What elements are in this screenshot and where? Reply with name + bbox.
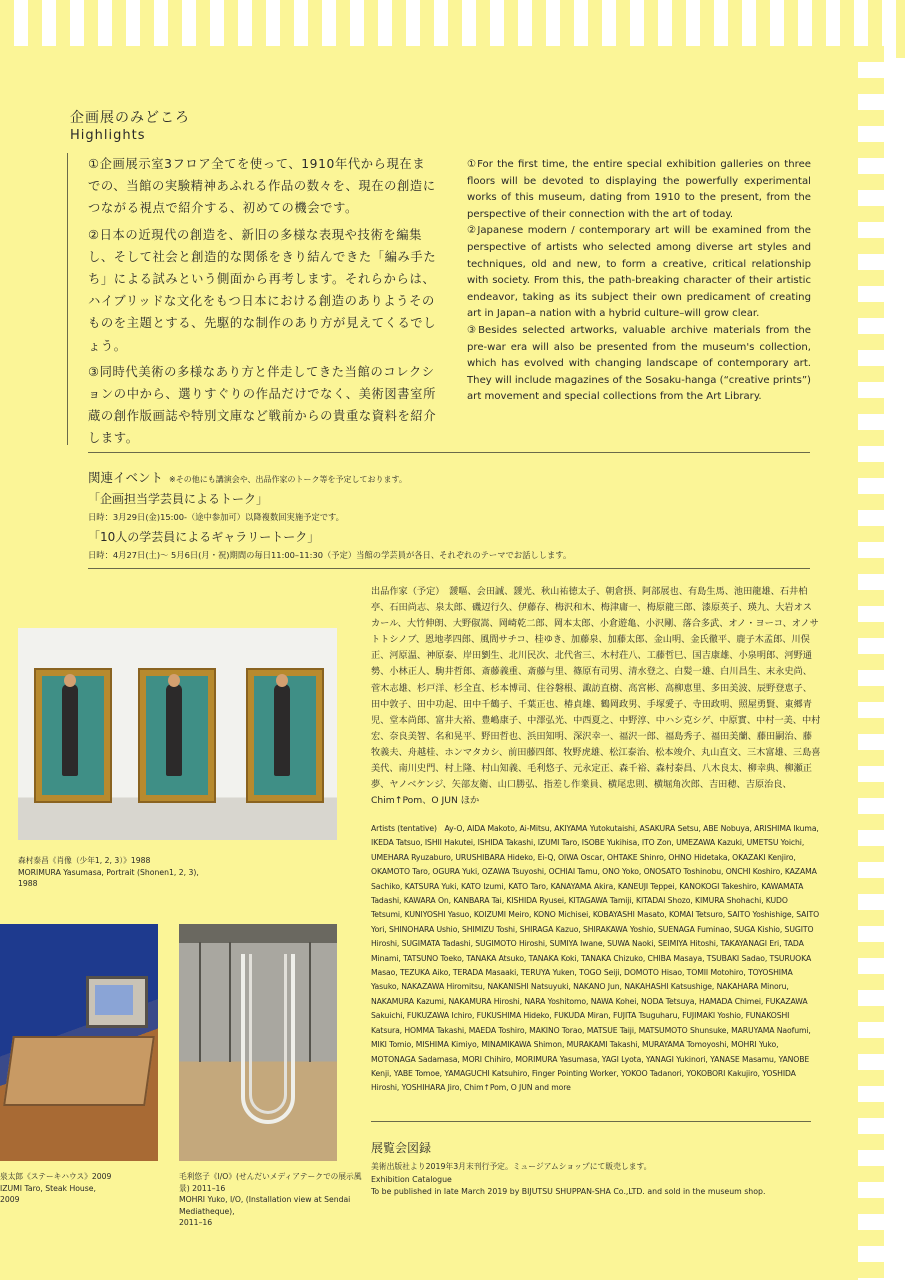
catalogue-text — [371, 1161, 821, 1199]
highlights-en-column — [467, 157, 811, 406]
artwork-photo-mohri — [179, 924, 337, 1161]
event-2-detail: 日時：4月27日(土)～ 5月6日(月・祝)期間の毎日11:00–11:30（予定）当館の学芸員が各日、それぞれのテーマでお話しします。 — [88, 550, 572, 560]
highlight-jp-2: ②日本の近現代の創造を、新旧の多様な表現や技術を編集し、そして社会と創造的な関係をきり結んできた「編み手たち」による試みという側面から再考します。それらからは、ハイブリッドな文化をもつ日本における創造のありようそのものを主題とする、先駆的な制作のあり方が見えてくるでしょう。 — [88, 227, 437, 353]
caption-photo1-en: MORIMURA Yasumasa, Portrait (Shonen1, 2, 3), — [18, 867, 199, 877]
television-shape — [86, 976, 148, 1028]
highlight-en-2: ②Japanese modern / contemporary art will be examined from the perspective of artists who selected among diverse art styles and techniques, old and new, to form a creative, critical relationship with society. From this, the path-breaking character of their artistic endeavor, taking as its subject their own predicament of creating art in Japan–a nation with a hybrid culture–will grow clear. — [467, 225, 811, 320]
caption-photo3-jp: 毛利悠子《I/O》(せんだいメディアテークでの展示風景) 2011–16 — [179, 1172, 362, 1193]
installation-loop-inner — [249, 954, 287, 1114]
highlights-title-jp: 企画展のみどころ — [70, 110, 190, 126]
caption-photo1-jp: 森村泰昌《肖像（少年1, 2, 3）》1988 — [18, 856, 151, 865]
caption-photo1 — [18, 855, 199, 890]
section-rule — [88, 452, 810, 453]
events-title: 関連イベント — [88, 470, 164, 485]
perforated-edge-right — [858, 46, 884, 1280]
caption-photo3 — [179, 1171, 369, 1229]
highlight-jp-3: ③同時代美術の多様なあり方と伴走してきた当館のコレクションの中から、選りすぐりの作品だけでなく、美術図書室所蔵の創作版画誌や特別文庫など戦前からの貴重な資料を紹介します。 — [88, 364, 437, 446]
portrait-frame-2 — [138, 668, 216, 803]
caption-photo2-year: 2009 — [0, 1195, 20, 1204]
caption-photo1-year: 1988 — [18, 879, 38, 888]
event-1-detail: 日時：3月29日(金)15:00-（途中参加可）以降複数回実施予定です。 — [88, 512, 344, 522]
catalogue-en: To be published in late March 2019 by BIJUTSU SHUPPAN-SHA Co.,LTD. and sold in the museum shop. — [371, 1187, 766, 1197]
caption-photo2-en: IZUMI Taro, Steak House, — [0, 1183, 96, 1193]
portrait-frame-3 — [246, 668, 324, 803]
events-heading — [88, 468, 407, 486]
artists-list-jp: 出品作家（予定） 靉嘔、会田誠、靉光、秋山祐徳太子、朝倉摂、阿部展也、有島生馬、池田龍雄、石井柏亭、石田尚志、泉太郎、磯辺行久、伊藤存、梅沢和木、梅津庸一、梅原龍三郎、漆原英子、瑛九、大岩オスカール、大竹伸朗、大野俶嵩、岡崎乾二郎、岡本太郎、小倉遊亀、小沢剛、落合多武、オノ・ヨーコ、オノサトトシノブ、恩地孝四郎、風間サチコ、桂ゆき、加藤泉、加藤太郎、金山明、金氏徹平、鹿子木孟郎、川俣正、河原温、神原泰、岸田劉生、北川民次、北代省三、木村荘八、工藤哲巳、国吉康雄、小泉明郎、河野通勢、小林正人、駒井哲郎、斎藤義重、斎藤与里、篠原有司男、清水登之、白髪一雄、白川昌生、末永史尚、菅木志雄、杉戸洋、杉全直、杉本博司、住谷磐根、諏訪直樹、高宮彬、高柳恵里、多田美波、辰野登恵子、田中敦子、田中功起、田中千鶴子、千葉正也、椿貞雄、鶴岡政男、手塚愛子、寺田政明、照屋勇賢、東郷青児、堂本尚郎、富井大裕、豊嶋康子、中澤弘光、中西夏之、中野淳、中ハシ克シゲ、中原實、中村一美、中村宏、奈良美智、名和晃平、野田哲也、浜田知明、深沢幸一、福沢一郎、福島秀子、福田美蘭、藤田嗣治、藤牧義夫、舟越桂、ホンマタカシ、前田藤四郎、牧野虎雄、松江泰治、松本竣介、丸山直文、三木富雄、三島喜美代、南川史門、村上隆、村山知義、毛利悠子、元永定正、森千裕、森村泰昌、八木良太、柳幸典、柳瀬正夢、ヤノベケンジ、矢部友衛、山口勝弘、指差し作業員、横尾忠則、横堀角次郎、吉田穂、吉原治良、Chim↑Pom、O JUN ほか — [371, 586, 821, 807]
table-shape — [3, 1036, 155, 1106]
highlights-jp-column — [88, 153, 438, 454]
highlight-en-1: ①For the first time, the entire special exhibition galleries on three floors will be devoted to displaying the powerfully experimental works of this museum, dating from 1910 to the present, from the perspective of their connection with the art of today. — [467, 159, 811, 220]
caption-photo2-jp: 泉太郎《ステーキハウス》2009 — [0, 1172, 112, 1181]
catalogue-en-title: Exhibition Catalogue — [371, 1174, 452, 1184]
portrait-frame-1 — [34, 668, 112, 803]
catalogue-jp: 美術出版社より2019年3月末刊行予定。ミュージアムショップにて販売します。 — [371, 1162, 652, 1171]
events-note: ※その他にも講演会や、出品作家のトーク等を予定しております。 — [169, 475, 407, 484]
artwork-photo-morimura — [18, 628, 337, 840]
event-1-name: 「企画担当学芸員によるトーク」 — [88, 492, 269, 506]
highlights-divider-line — [67, 153, 68, 445]
section-rule-2 — [88, 568, 810, 569]
caption-photo3-en: MOHRI Yuko, I/O, (Installation view at Sendai Mediatheque), — [179, 1195, 351, 1216]
artists-list-en: Artists (tentative) Ay-O, AIDA Makoto, Ai-Mitsu, AKIYAMA Yutokutaishi, ASAKURA Setsu, ABE Nobuya, ARISHIMA Ikuma, IKEDA Tatsuo, ISHII Hakutei, ISHIDA Takashi, IZUMI Taro, ISOBE Yukihisa, ITO Zon, UMEZAWA Kazuki, UMETSU Yoichi, UMEHARA Ryuzaburo, URUSHIBARA Hideko, Ei-Q, OIWA Oscar, OHTAKE Shinro, OHNO Hidetaka, OKAZAKI Kenjiro, OKAMOTO Taro, OGURA Yuki, OZAWA Tsuyoshi, OCHIAI Tamu, ONO Yoko, ONOSATO Toshinobu, ONCHI Koshiro, KAZAMA Sachiko, KATSURA Yuki, KATO Izumi, KATO Taro, KANAYAMA Akira, KANEUJI Teppei, KANOKOGI Takeshiro, KAWAMATA Tadashi, KAWARA On, KANBARA Tai, KISHIDA Ryusei, KITAGAWA Tamiji, KITADAI Shozo, KIMURA Shohachi, KUDO Tetsumi, KUNIYOSHI Yasuo, KOIZUMI Meiro, KONO Michisei, KOBAYASHI Masato, KOMAI Tetsuro, SAITO Yoshishige, SAITO Yori, SHINOHARA Ushio, SHIMIZU Toshi, SHIRAGA Kazuo, SHIRAKAWA Yoshio, SUENAGA Fuminao, SUGA Kishio, SUGITO Hiroshi, SUGIMATA Tadashi, SUGIMOTO Hiroshi, SUMIYA Iwane, SUWA Naoki, SEIMIYA Hitoshi, TAKAYANAGI Eri, TADA Minami, TATSUNO Toeko, TANAKA Atsuko, TANAKA Koki, TANAKA Chizuko, CHIBA Masaya, TSUBAKI Sadao, TSURUOKA Masao, TEZUKA Aiko, TERADA Masaaki, TERUYA Yuken, TOGO Seiji, DOMOTO Hisao, TOMII Motohiro, TOYOSHIMA Yasuko, NAKAZAWA Hiromitsu, NAKANISHI Natsuyuki, NAKANO Jun, NAKAHASHI Katsushige, NAKAHARA Minoru, NAKAMURA Kazumi, NAKAMURA Hiroshi, NARA Yoshitomo, NAWA Kohei, NODA Tetsuya, HAMADA Chimei, FUKAZAWA Sakuichi, FUKUZAWA Ichiro, FUKUSHIMA Hideko, FUKUDA Miran, FUJITA Tsuguharu, FUJIMAKI Yoshio, FUNAKOSHI Katsura, HOMMA Takashi, MAEDA Toshiro, MAKINO Torao, MATSUE Taiji, MATSUMOTO Shunsuke, MARUYAMA Naofumi, MIKI Tomio, MISHIMA Kimiyo, MINAMIKAWA Shimon, MURAKAMI Takashi, MURAYAMA Tomoyoshi, MOHRI Yuko, MOTONAGA Sadamasa, MORI Chihiro, MORIMURA Yasumasa, YAGI Lyota, YANAGI Yukinori, YANASE Masamu, YANOBE Kenji, YABE Tomoe, YAMAGUCHI Katsuhiro, Finger Pointing Worker, YOKOO Tadanori, YOKOBORI Kakujiro, YOSHIDA Hiroshi, YOSHIHARA Jiro, Chim↑Pom, O JUN and more — [371, 824, 820, 1093]
section-rule-3 — [371, 1121, 811, 1122]
caption-photo3-year: 2011–16 — [179, 1218, 213, 1227]
catalogue-title: 展覧会図録 — [371, 1141, 432, 1155]
highlight-en-3: ③Besides selected artworks, valuable archive materials from the pre-war era will also be presented from the museum's collection, which has evolved with changing landscape of contemporary art. They will include magazines of the Sosaku-hanga (“creative prints”) art movement and special collections from the Art Library. — [467, 324, 811, 403]
highlight-jp-1: ①企画展示室3フロア全てを使って、1910年代から現在までの、当館の実験精神あふれる作品の数々を、現在の創造につながる視点で紹介する、初めての機会です。 — [88, 157, 436, 216]
caption-photo2 — [0, 1171, 111, 1206]
highlights-title-en: Highlights — [70, 128, 146, 143]
artwork-photo-izumi — [0, 924, 158, 1161]
event-2-name: 「10人の学芸員によるギャラリートーク」 — [88, 530, 320, 544]
